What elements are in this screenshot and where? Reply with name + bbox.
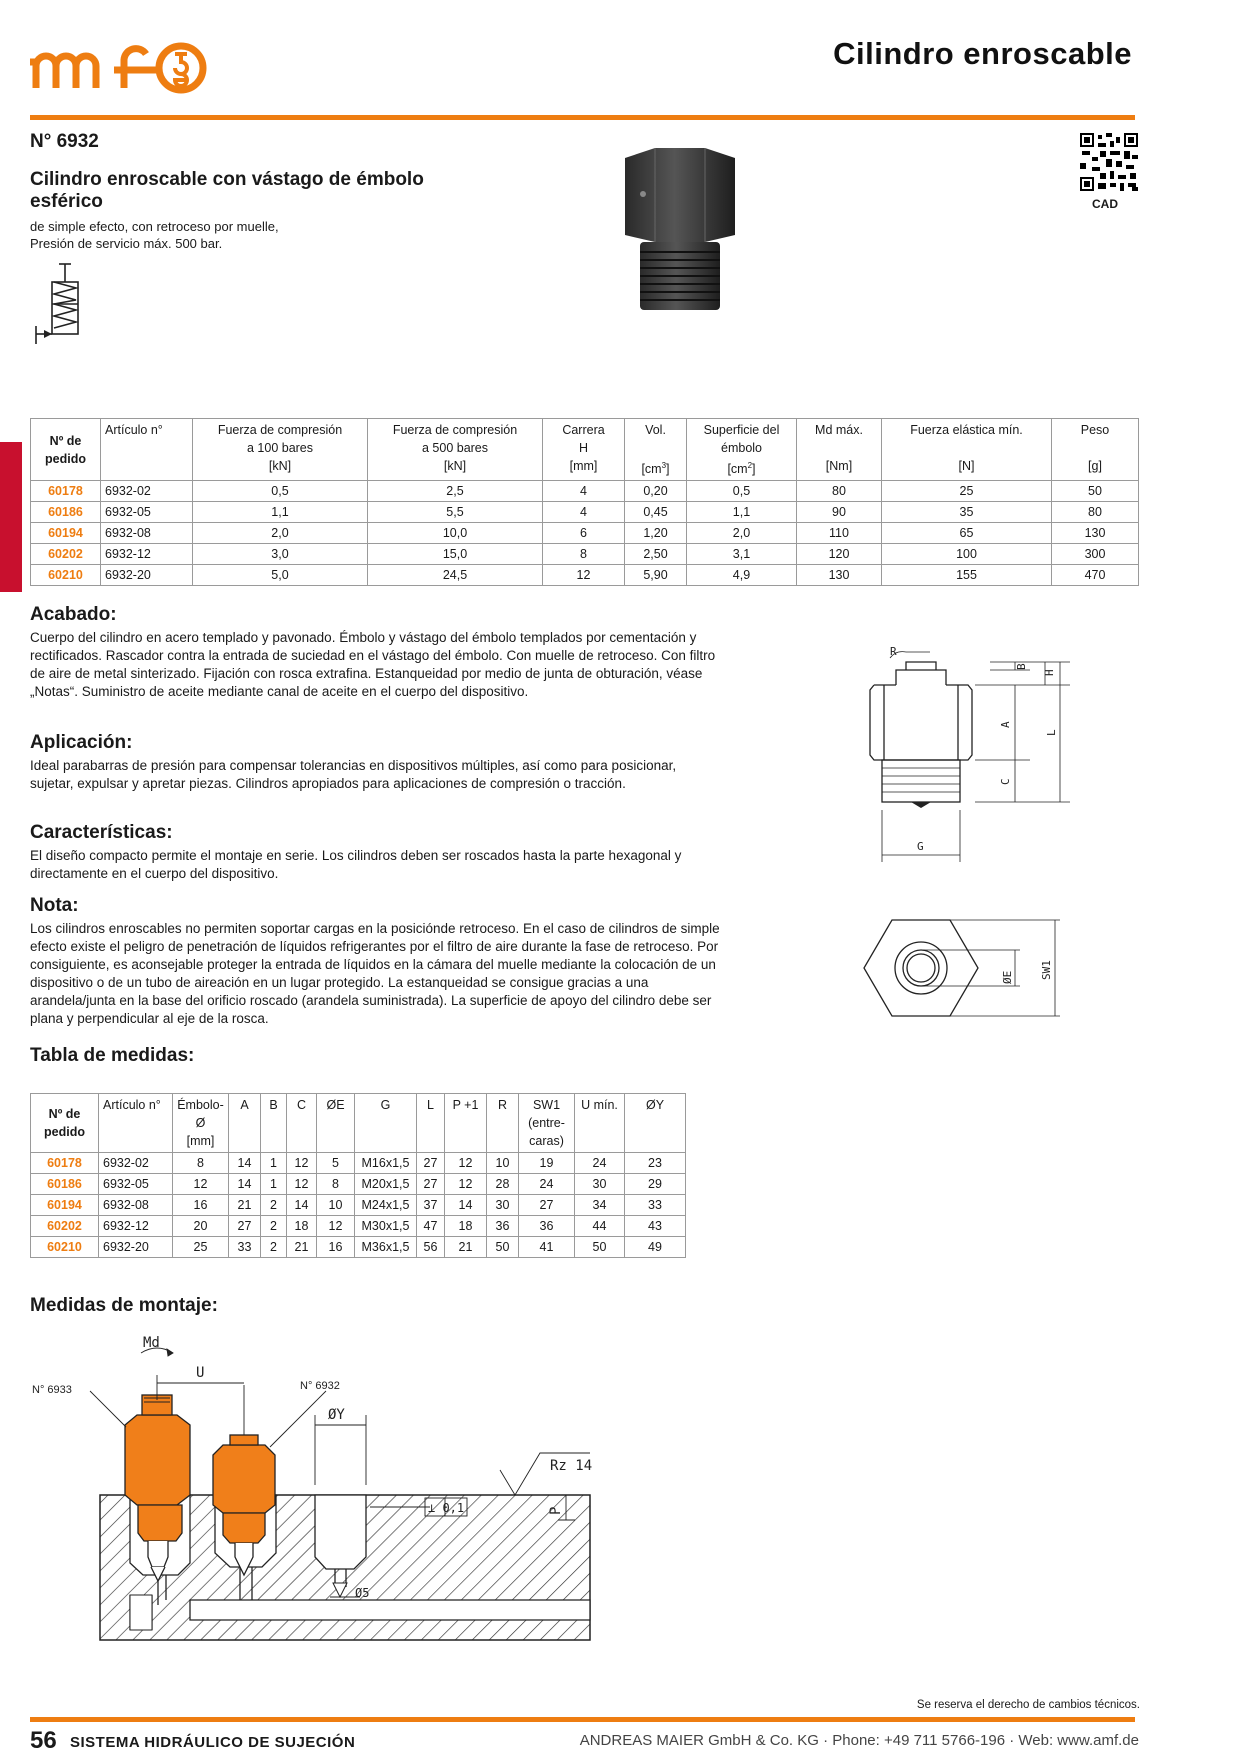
col-spring-l1: Fuerza elástica mín.	[910, 423, 1023, 437]
table-cell: 10	[487, 1153, 519, 1174]
table-header-row	[31, 419, 1139, 481]
product-number: N° 6932	[30, 131, 99, 152]
section-text-caracteristicas: El diseño compacto permite el montaje en serie. Los cilindros deben ser roscados hasta la parte hexagonal y directamente en el cuerpo del dispositivo.	[30, 848, 682, 881]
footer-section-title: SISTEMA HIDRÁULICO DE SUJECIÓN	[70, 1734, 356, 1751]
table-cell: 21	[445, 1237, 487, 1258]
col-torque-l1: Md máx.	[815, 423, 863, 437]
footer-rule	[30, 1717, 1135, 1722]
table-row	[31, 481, 1139, 502]
mounting-drawing	[30, 1335, 600, 1655]
label-b: B	[1015, 663, 1028, 670]
product-photo	[615, 140, 745, 315]
table-cell: 16	[317, 1237, 355, 1258]
page-title: Cilindro enroscable	[833, 36, 1132, 71]
label-a: A	[999, 721, 1012, 728]
table-cell: M20x1,5	[355, 1174, 417, 1195]
table-cell: 0,45	[625, 502, 687, 523]
col-p: P +1	[445, 1094, 487, 1153]
table-row	[31, 1216, 686, 1237]
section-text-acabado: Cuerpo del cilindro en acero templado y pavonado. Émbolo y vástago del émbolo templados por cementación y rectificados. Rascador contra la entrada de suciedad en el vástago del émbolo. Con muelle de retroceso. Con filtro de aire de metal sinterizado. Fijación con rosca extrafina. Estanqueidad por medio de junta de obturación, véase „Notas“. Suministro de aceite mediante canal de aceite en el cuerpo del dispositivo.	[30, 630, 716, 699]
table-cell: 3,0	[193, 544, 368, 565]
table-cell: 2	[261, 1216, 287, 1237]
col-c: C	[287, 1094, 317, 1153]
table-cell: 0,5	[193, 481, 368, 502]
order-number-link[interactable]: 60186	[31, 1174, 99, 1195]
table-cell: 65	[882, 523, 1052, 544]
table-cell: 1,1	[193, 502, 368, 523]
table-row	[31, 1153, 686, 1174]
label-6933: N° 6933	[32, 1384, 72, 1396]
order-number-link[interactable]: 60186	[31, 502, 101, 523]
section-text-aplicacion: Ideal parabarras de presión para compensar tolerancias en dispositivos múltiples, así como para posicionar, sujetar, expulsar y apretar piezas. Cilindros apropiados para aplicaciones de compresión o tracción.	[30, 758, 677, 791]
col-force-100-l1: Fuerza de compresión	[217, 423, 343, 437]
col-area	[687, 419, 797, 481]
table-cell: 6932-12	[101, 544, 193, 565]
table-cell: 6932-12	[99, 1216, 173, 1237]
table-cell: 12	[287, 1153, 317, 1174]
col-sw1-l1: SW1	[532, 1098, 561, 1112]
section-title-caracteristicas: Características:	[30, 822, 173, 843]
table-cell: 300	[1052, 544, 1139, 565]
label-g: G	[917, 840, 924, 853]
col-area-unit: [cm	[727, 462, 748, 477]
table-cell: 56	[417, 1237, 445, 1258]
table-cell: 4	[543, 502, 625, 523]
table-cell: 36	[487, 1216, 519, 1237]
order-number-link[interactable]: 60202	[31, 1216, 99, 1237]
table-cell: 0,20	[625, 481, 687, 502]
table-cell: 20	[173, 1216, 229, 1237]
section-title-montaje: Medidas de montaje:	[30, 1295, 218, 1316]
table-cell: 8	[543, 544, 625, 565]
col-stroke-l2: H	[578, 441, 589, 455]
col-force-500	[368, 419, 543, 481]
table-cell: 6932-20	[99, 1237, 173, 1258]
table-cell: 80	[1052, 502, 1139, 523]
table-cell: 5,5	[368, 502, 543, 523]
table-cell: 6932-05	[101, 502, 193, 523]
table-cell: 6932-05	[99, 1174, 173, 1195]
table-cell: 25	[882, 481, 1052, 502]
table-cell: 14	[229, 1153, 261, 1174]
table-cell: 155	[882, 565, 1052, 586]
col-volume-l1: Vol.	[645, 423, 666, 437]
col-u: U mín.	[575, 1094, 625, 1153]
table-row	[31, 502, 1139, 523]
col-area-sup: 2	[747, 461, 753, 470]
col-weight-unit: [g]	[1088, 459, 1102, 473]
table-cell: 27	[417, 1153, 445, 1174]
table-cell: 27	[417, 1174, 445, 1195]
description-line-1: de simple efecto, con retroceso por muelle,	[30, 219, 279, 234]
table-cell: 50	[1052, 481, 1139, 502]
table-cell: 2,50	[625, 544, 687, 565]
col-torque	[797, 419, 882, 481]
table-row	[31, 544, 1139, 565]
table-cell: 21	[287, 1237, 317, 1258]
table-cell: 27	[229, 1216, 261, 1237]
table-cell: M16x1,5	[355, 1153, 417, 1174]
header-rule	[30, 115, 1135, 120]
col-order: Nº de pedido	[31, 1094, 99, 1153]
section-title-medidas: Tabla de medidas:	[30, 1045, 195, 1066]
table-cell: 4	[543, 481, 625, 502]
table-cell: 25	[173, 1237, 229, 1258]
table-cell: 6932-08	[101, 523, 193, 544]
table-row	[31, 1195, 686, 1216]
table-cell: 28	[487, 1174, 519, 1195]
specifications-table	[30, 418, 1139, 586]
table-cell: 1,1	[687, 502, 797, 523]
label-rz: Rz 14	[550, 1458, 593, 1474]
col-torque-unit: [Nm]	[825, 459, 853, 473]
table-cell: 5	[317, 1153, 355, 1174]
col-stroke-l1: Carrera	[562, 423, 605, 437]
label-u: U	[196, 1365, 205, 1381]
table-cell: 49	[625, 1237, 686, 1258]
order-number-link[interactable]: 60210	[31, 1237, 99, 1258]
col-a: A	[229, 1094, 261, 1153]
table-cell: 35	[882, 502, 1052, 523]
label-r: R	[890, 645, 897, 658]
col-force-500-l1: Fuerza de compresión	[392, 423, 518, 437]
order-number-link[interactable]: 60194	[31, 1195, 99, 1216]
table-cell: 90	[797, 502, 882, 523]
table-cell: 6932-02	[99, 1153, 173, 1174]
col-b: B	[261, 1094, 287, 1153]
table-cell: 10	[317, 1195, 355, 1216]
table-cell: 12	[287, 1174, 317, 1195]
col-sw1	[519, 1094, 575, 1153]
col-force-100	[193, 419, 368, 481]
table-cell: 6	[543, 523, 625, 544]
product-description	[30, 218, 450, 252]
cylinder-side-drawing	[860, 640, 1080, 875]
table-header-row	[31, 1094, 686, 1153]
col-piston-unit: [mm]	[186, 1134, 215, 1148]
table-cell: 33	[229, 1237, 261, 1258]
table-cell: 15,0	[368, 544, 543, 565]
label-h: H	[1043, 669, 1056, 676]
table-cell: 2,0	[687, 523, 797, 544]
col-article: Artículo n°	[99, 1094, 173, 1153]
col-y: ØY	[625, 1094, 686, 1153]
table-cell: 1	[261, 1174, 287, 1195]
table-cell: 3,1	[687, 544, 797, 565]
order-number-link[interactable]: 60210	[31, 565, 101, 586]
table-row	[31, 523, 1139, 544]
col-weight-l1: Peso	[1080, 423, 1110, 437]
dimensions-table	[30, 1093, 686, 1258]
table-cell: 10,0	[368, 523, 543, 544]
label-c: C	[999, 778, 1012, 785]
description-line-2: Presión de servicio máx. 500 bar.	[30, 236, 223, 251]
table-cell: 44	[575, 1216, 625, 1237]
table-cell: 34	[575, 1195, 625, 1216]
order-number-link[interactable]: 60178	[31, 481, 101, 502]
table-cell: 29	[625, 1174, 686, 1195]
table-cell: 30	[575, 1174, 625, 1195]
section-title-nota: Nota:	[30, 895, 79, 916]
label-md: Md	[143, 1335, 160, 1351]
col-volume-close: ]	[666, 462, 670, 477]
table-cell: 1,20	[625, 523, 687, 544]
table-cell: 12	[317, 1216, 355, 1237]
table-cell: 5,0	[193, 565, 368, 586]
table-cell: 19	[519, 1153, 575, 1174]
qr-code-icon[interactable]	[1080, 133, 1138, 191]
col-piston-l1: Émbolo-	[177, 1098, 224, 1112]
table-cell: 0,5	[687, 481, 797, 502]
label-d5: Ø5	[355, 1586, 370, 1600]
col-volume	[625, 419, 687, 481]
table-cell: 110	[797, 523, 882, 544]
col-volume-unit: [cm	[641, 462, 662, 477]
col-spring-unit: [N]	[958, 459, 975, 473]
table-cell: 100	[882, 544, 1052, 565]
col-sw1-l2: (entre-	[528, 1116, 565, 1130]
col-stroke-unit: [mm]	[569, 459, 598, 473]
table-cell: 24,5	[368, 565, 543, 586]
order-number-link[interactable]: 60178	[31, 1153, 99, 1174]
cad-label: CAD	[1092, 197, 1118, 211]
col-volume-sup: 3	[661, 461, 667, 470]
table-cell: 8	[173, 1153, 229, 1174]
col-spring-force	[882, 419, 1052, 481]
col-force-500-unit: [kN]	[443, 459, 467, 473]
table-cell: 24	[575, 1153, 625, 1174]
table-cell: 12	[173, 1174, 229, 1195]
table-cell: 6932-20	[101, 565, 193, 586]
col-e: ØE	[317, 1094, 355, 1153]
table-cell: 6932-08	[99, 1195, 173, 1216]
table-cell: 36	[519, 1216, 575, 1237]
table-cell: 27	[519, 1195, 575, 1216]
col-order: Nº de pedido	[31, 419, 101, 481]
col-piston-l2: Ø	[195, 1116, 206, 1130]
table-cell: M30x1,5	[355, 1216, 417, 1237]
table-cell: 24	[519, 1174, 575, 1195]
table-cell: 2	[261, 1237, 287, 1258]
table-cell: 1	[261, 1153, 287, 1174]
page-number: 56	[30, 1727, 57, 1754]
table-cell: M24x1,5	[355, 1195, 417, 1216]
table-cell: 2,0	[193, 523, 368, 544]
table-cell: 18	[445, 1216, 487, 1237]
hydraulic-symbol-icon	[30, 262, 100, 354]
product-name: Cilindro enroscable con vástago de émbolo esférico	[30, 169, 424, 212]
table-cell: 30	[487, 1195, 519, 1216]
table-cell: 12	[445, 1153, 487, 1174]
order-number-link[interactable]: 60194	[31, 523, 101, 544]
amf-logo	[30, 38, 220, 96]
label-sw1: SW1	[1040, 960, 1053, 980]
table-cell: 12	[543, 565, 625, 586]
table-cell: 41	[519, 1237, 575, 1258]
section-title-aplicacion: Aplicación:	[30, 732, 133, 753]
col-g: G	[355, 1094, 417, 1153]
label-l: L	[1045, 729, 1058, 736]
table-cell: 43	[625, 1216, 686, 1237]
table-cell: 470	[1052, 565, 1139, 586]
label-e: ØE	[1001, 970, 1014, 984]
table-cell: 2	[261, 1195, 287, 1216]
col-article: Artículo n°	[101, 419, 193, 481]
table-cell: 33	[625, 1195, 686, 1216]
col-area-l2: émbolo	[721, 441, 762, 455]
table-cell: 12	[445, 1174, 487, 1195]
disclaimer-note: Se reserva el derecho de cambios técnicos.	[916, 1699, 1140, 1711]
table-cell: 6932-02	[101, 481, 193, 502]
table-cell: 50	[487, 1237, 519, 1258]
table-row	[31, 1174, 686, 1195]
col-piston	[173, 1094, 229, 1153]
col-area-l1: Superficie del	[703, 423, 780, 437]
table-cell: 130	[1052, 523, 1139, 544]
col-weight	[1052, 419, 1139, 481]
col-l: L	[417, 1094, 445, 1153]
table-cell: 4,9	[687, 565, 797, 586]
table-cell: 21	[229, 1195, 261, 1216]
table-cell: 5,90	[625, 565, 687, 586]
cylinder-top-drawing	[860, 910, 1080, 1025]
col-force-100-unit: [kN]	[268, 459, 292, 473]
section-text-nota: Los cilindros enroscables no permiten soportar cargas en la posiciónde retroceso. En el caso de cilindros de simple efecto existe el peligro de penetración de líquidos refrigerantes por el filtro de aire durante la fase de retroceso. Por consiguiente, es aconsejable proteger la entrada de líquidos en la cámara del muelle mediante la colocación de un dispositivo o de un tubo de aireación en un lugar protegido. La estanqueidad se consigue gracias a una arandela/junta en la base del orificio roscado (arandela suministrada). La superficie de apoyo del cilindro debe ser plana y perpendicular al eje de la rosca.	[30, 921, 720, 1026]
table-row	[31, 1237, 686, 1258]
label-perp: ⊥ 0,1	[428, 1501, 465, 1515]
table-cell: 14	[287, 1195, 317, 1216]
col-stroke	[543, 419, 625, 481]
col-force-500-l2: a 500 bares	[421, 441, 489, 455]
table-cell: 8	[317, 1174, 355, 1195]
section-tab	[0, 442, 22, 592]
table-cell: 16	[173, 1195, 229, 1216]
table-cell: 80	[797, 481, 882, 502]
table-cell: 130	[797, 565, 882, 586]
table-cell: 14	[445, 1195, 487, 1216]
table-cell: 37	[417, 1195, 445, 1216]
col-sw1-l3: caras)	[529, 1134, 564, 1148]
label-p: P	[548, 1506, 564, 1515]
table-cell: 47	[417, 1216, 445, 1237]
col-r: R	[487, 1094, 519, 1153]
table-cell: 50	[575, 1237, 625, 1258]
table-row	[31, 565, 1139, 586]
col-area-close: ]	[752, 462, 756, 477]
label-y: ØY	[328, 1407, 345, 1423]
table-cell: M36x1,5	[355, 1237, 417, 1258]
section-title-acabado: Acabado:	[30, 604, 117, 625]
table-cell: 18	[287, 1216, 317, 1237]
label-6932: N° 6932	[300, 1380, 340, 1392]
table-cell: 23	[625, 1153, 686, 1174]
col-force-100-l2: a 100 bares	[246, 441, 314, 455]
table-cell: 120	[797, 544, 882, 565]
table-cell: 14	[229, 1174, 261, 1195]
order-number-link[interactable]: 60202	[31, 544, 101, 565]
table-cell: 2,5	[368, 481, 543, 502]
footer-company: ANDREAS MAIER GmbH & Co. KG · Phone: +49 711 5766-196 · Web: www.amf.de	[579, 1732, 1139, 1749]
